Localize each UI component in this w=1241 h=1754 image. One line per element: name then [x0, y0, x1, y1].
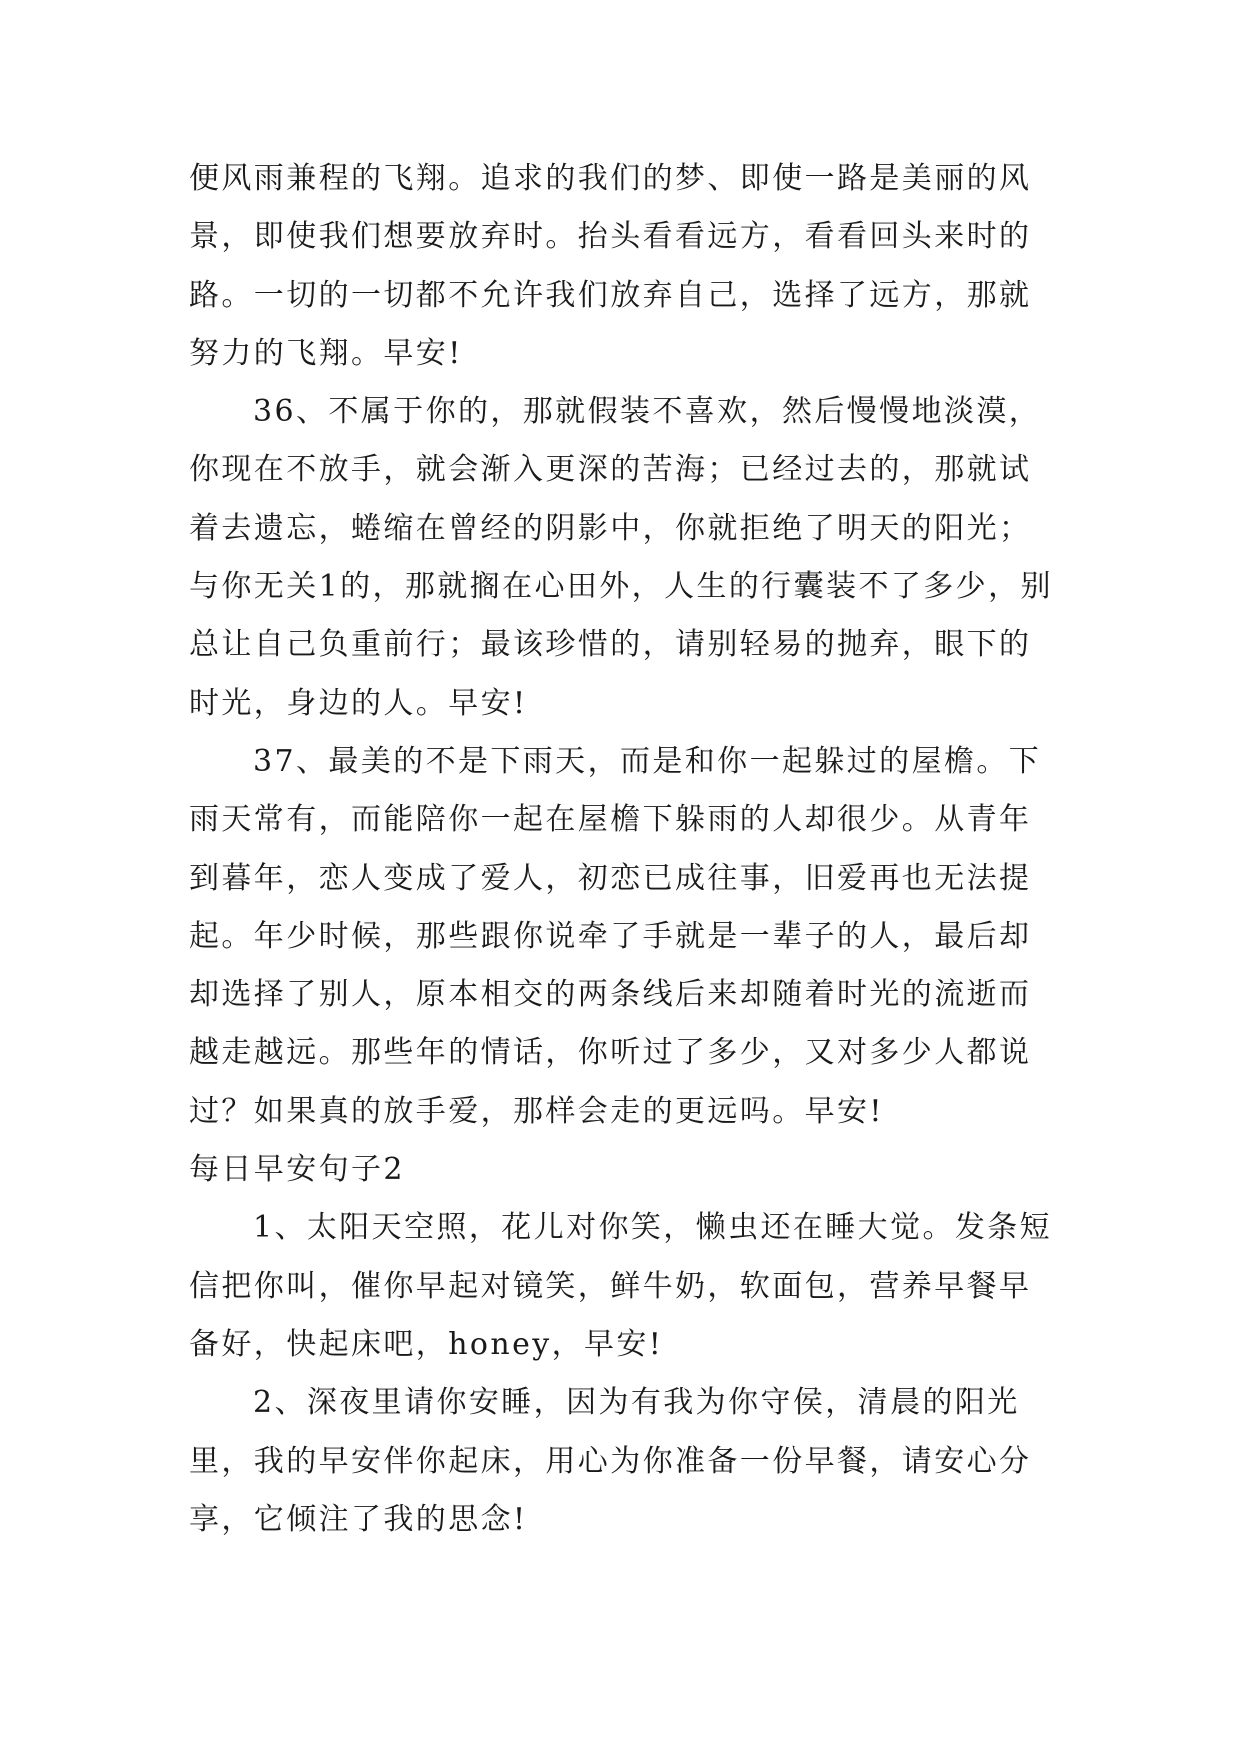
paragraph-item-1: 1、太阳天空照，花儿对你笑，懒虫还在睡大觉。发条短信把你叫，催你早起对镜笑，鲜牛奶，软面包，营养早餐早备好，快起床吧，honey，早安! [189, 1210, 1053, 1362]
paragraph-item-37: 37、最美的不是下雨天，而是和你一起躲过的屋檐。下雨天常有，而能陪你一起在屋檐下躲雨的人却很少。从青年到暮年，恋人变成了爱人，初恋已成往事，旧爱再也无法提起。年少时候，那些跟你说牵了手就是一辈子的人，最后却却选择了别人，原本相交的两条线后来却随着时光的流逝而越走越远。那些年的情话，你听过了多少，又对多少人都说过？如果真的放手爱，那样会走的更远吗。早安! [189, 743, 1042, 1129]
paragraph-item-36: 36、不属于你的，那就假装不喜欢，然后慢慢地淡漠，你现在不放手，就会渐入更深的苦海；已经过去的，那就试着去遗忘，蜷缩在曾经的阴影中，你就拒绝了明天的阳光；与你无关1的，那就搁在心田外，人生的行囊装不了多少，别总让自己负重前行；最该珍惜的，请别轻易的抛弃，眼下的时光，身边的人。早安! [189, 394, 1053, 721]
paragraph-item-2: 2、深夜里请你安睡，因为有我为你守侯，清晨的阳光里，我的早安伴你起床，用心为你准备一份早餐，请安心分享，它倾注了我的思念! [189, 1385, 1032, 1537]
document-body [189, 150, 1059, 1549]
section-heading: 每日早安句子2 [189, 1152, 405, 1188]
paragraph-continuation: 便风雨兼程的飞翔。追求的我们的梦、即使一路是美丽的风景，即使我们想要放弃时。抬头看看远方，看看回头来时的路。一切的一切都不允许我们放弃自己，选择了远方，那就努力的飞翔。早安! [189, 161, 1032, 371]
